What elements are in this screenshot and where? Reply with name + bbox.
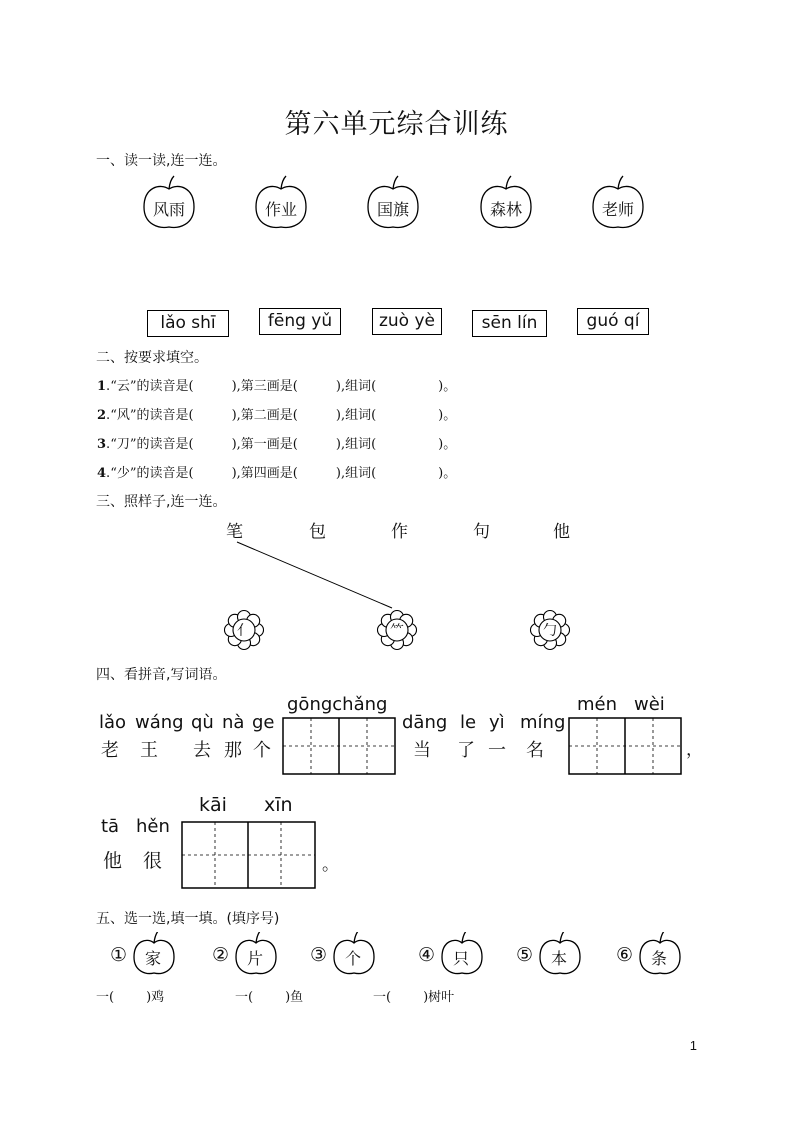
option-number: ⑤: [516, 944, 534, 966]
connect-char[interactable]: 他: [553, 522, 570, 542]
item-char: “云”: [110, 379, 137, 394]
fill-close: )树叶: [423, 990, 455, 1005]
fill-row: [97, 404, 456, 423]
item-number: 2: [97, 408, 107, 423]
fill-open: 一(: [96, 990, 115, 1005]
item-dot: .: [106, 379, 111, 394]
section2-heading: 二、按要求填空。: [96, 350, 208, 366]
line1-pinyin: wáng: [135, 712, 184, 733]
option-char: 个: [345, 949, 362, 968]
connect-char[interactable]: 句: [473, 522, 490, 542]
line1-hanzi2: 名: [526, 740, 544, 761]
line2-hanzi-2: 很: [143, 850, 163, 872]
fill-open: 一(: [373, 990, 392, 1005]
item-reading: 的读音是(: [136, 466, 194, 481]
fill-close: )鸡: [146, 990, 165, 1005]
item-comma: ),: [231, 466, 241, 481]
option-number: ③: [310, 944, 328, 966]
line2-blank-pinyin-1: kāi: [199, 794, 227, 816]
page-title: 第六单元综合训练: [284, 109, 509, 140]
measure-fill: [235, 986, 303, 1005]
line2-hanzi-1: 他: [103, 850, 123, 872]
apple-word: 风雨: [152, 200, 185, 219]
item-number: 4: [97, 466, 107, 481]
item-stroke: 第二画是: [240, 408, 293, 423]
item-open: (: [292, 408, 298, 423]
write-grid-3[interactable]: [181, 821, 316, 889]
item-number: 3: [97, 437, 107, 452]
write-grid-1[interactable]: [282, 717, 396, 775]
line1-pinyin: nà: [222, 712, 245, 733]
item-end: )。: [438, 466, 457, 481]
fill-row: [97, 462, 456, 481]
radical-char[interactable]: 勹: [543, 623, 557, 639]
option-char: 本: [551, 949, 568, 968]
item-stroke: 第三画是: [240, 379, 293, 394]
connect-char[interactable]: 笔: [226, 522, 243, 542]
pinyin-box[interactable]: zuò yè: [372, 308, 442, 335]
line1-pinyin2: le: [460, 712, 477, 733]
line1-pinyin: qù: [191, 712, 214, 733]
option-number: ⑥: [616, 944, 634, 966]
line1-pinyin2: yì: [489, 712, 505, 733]
option-number: ④: [418, 944, 436, 966]
section5-heading: 五、选一选,填一填。(填序号): [96, 911, 280, 927]
line1-hanzi: 去: [193, 740, 211, 761]
line1-hanzi: 王: [140, 740, 158, 761]
option-number: ①: [110, 944, 128, 966]
item-number: 1: [97, 379, 107, 394]
measure-fill: [373, 986, 454, 1005]
fill-row: [97, 375, 456, 394]
item-dot: .: [106, 466, 111, 481]
line1-pinyin2: dāng: [402, 712, 448, 733]
connect-char[interactable]: 作: [391, 522, 408, 542]
option-number: ②: [212, 944, 230, 966]
line1-end: ，: [686, 740, 703, 760]
line2-pinyin-1: tā: [101, 816, 120, 837]
option-char: 条: [651, 949, 668, 968]
pinyin-box[interactable]: fēng yǔ: [259, 308, 341, 335]
item-group: ),组词(: [335, 466, 377, 481]
line1-hanzi2: 当: [413, 740, 431, 761]
item-dot: .: [106, 437, 111, 452]
apple-word: 森林: [489, 200, 522, 219]
item-char: “刀”: [110, 437, 137, 452]
line1-hanzi2: 了: [457, 740, 475, 761]
section1-heading: 一、读一读,连一连。: [96, 153, 227, 169]
line1-pinyin: lǎo: [99, 712, 127, 733]
item-stroke: 第一画是: [240, 437, 293, 452]
line1-hanzi: 个: [253, 740, 271, 761]
item-end: )。: [438, 408, 457, 423]
item-open: (: [292, 466, 298, 481]
section3-heading: 三、照样子,连一连。: [96, 494, 227, 510]
item-group: ),组词(: [335, 437, 377, 452]
section3-lines: [0, 530, 793, 660]
item-char: “少”: [110, 466, 137, 481]
apple-word: 国旗: [376, 200, 409, 219]
fill-close: )鱼: [285, 990, 304, 1005]
blank2-pinyin-2: wèi: [634, 694, 665, 715]
item-end: )。: [438, 437, 457, 452]
line1-hanzi: 那: [224, 740, 242, 761]
apple-word: 老师: [601, 200, 634, 219]
item-reading: 的读音是(: [136, 408, 194, 423]
apple-word: 作业: [264, 200, 297, 219]
page-number: 1: [689, 1038, 697, 1053]
item-open: (: [292, 437, 298, 452]
option-char: 家: [145, 949, 162, 968]
section4-heading: 四、看拼音,写词语。: [96, 667, 227, 683]
option-char: 只: [453, 949, 470, 968]
line1-pinyin: ge: [252, 712, 275, 733]
line2-blank-pinyin-2: xīn: [264, 794, 293, 816]
item-char: “风”: [110, 408, 137, 423]
blank1-pinyin: gōngchǎng: [287, 694, 388, 715]
line1-hanzi: 老: [101, 740, 119, 761]
item-comma: ),: [231, 408, 241, 423]
option-char: 片: [247, 949, 264, 968]
item-group: ),组词(: [335, 379, 377, 394]
item-group: ),组词(: [335, 408, 377, 423]
item-reading: 的读音是(: [136, 437, 194, 452]
pinyin-box[interactable]: lǎo shī: [147, 310, 229, 337]
sample-connect-line: [237, 542, 392, 608]
line2-pinyin-2: hěn: [136, 816, 170, 837]
item-open: (: [292, 379, 298, 394]
fill-row: [97, 433, 456, 452]
item-dot: .: [106, 408, 111, 423]
line2-end: 。: [322, 855, 339, 875]
line1-pinyin2: míng: [520, 712, 566, 733]
item-reading: 的读音是(: [136, 379, 194, 394]
measure-fill: [96, 986, 164, 1005]
item-end: )。: [438, 379, 457, 394]
radical-char[interactable]: ⺮: [390, 623, 404, 639]
pinyin-box[interactable]: guó qí: [577, 308, 649, 335]
connect-char[interactable]: 包: [309, 522, 326, 542]
item-comma: ),: [231, 379, 241, 394]
fill-open: 一(: [235, 990, 254, 1005]
blank2-pinyin-1: mén: [577, 694, 618, 715]
write-grid-2[interactable]: [568, 717, 682, 775]
radical-char[interactable]: 亻: [237, 623, 251, 639]
line1-hanzi2: 一: [488, 740, 506, 761]
item-comma: ),: [231, 437, 241, 452]
item-stroke: 第四画是: [240, 466, 293, 481]
pinyin-box[interactable]: sēn lín: [472, 310, 547, 337]
